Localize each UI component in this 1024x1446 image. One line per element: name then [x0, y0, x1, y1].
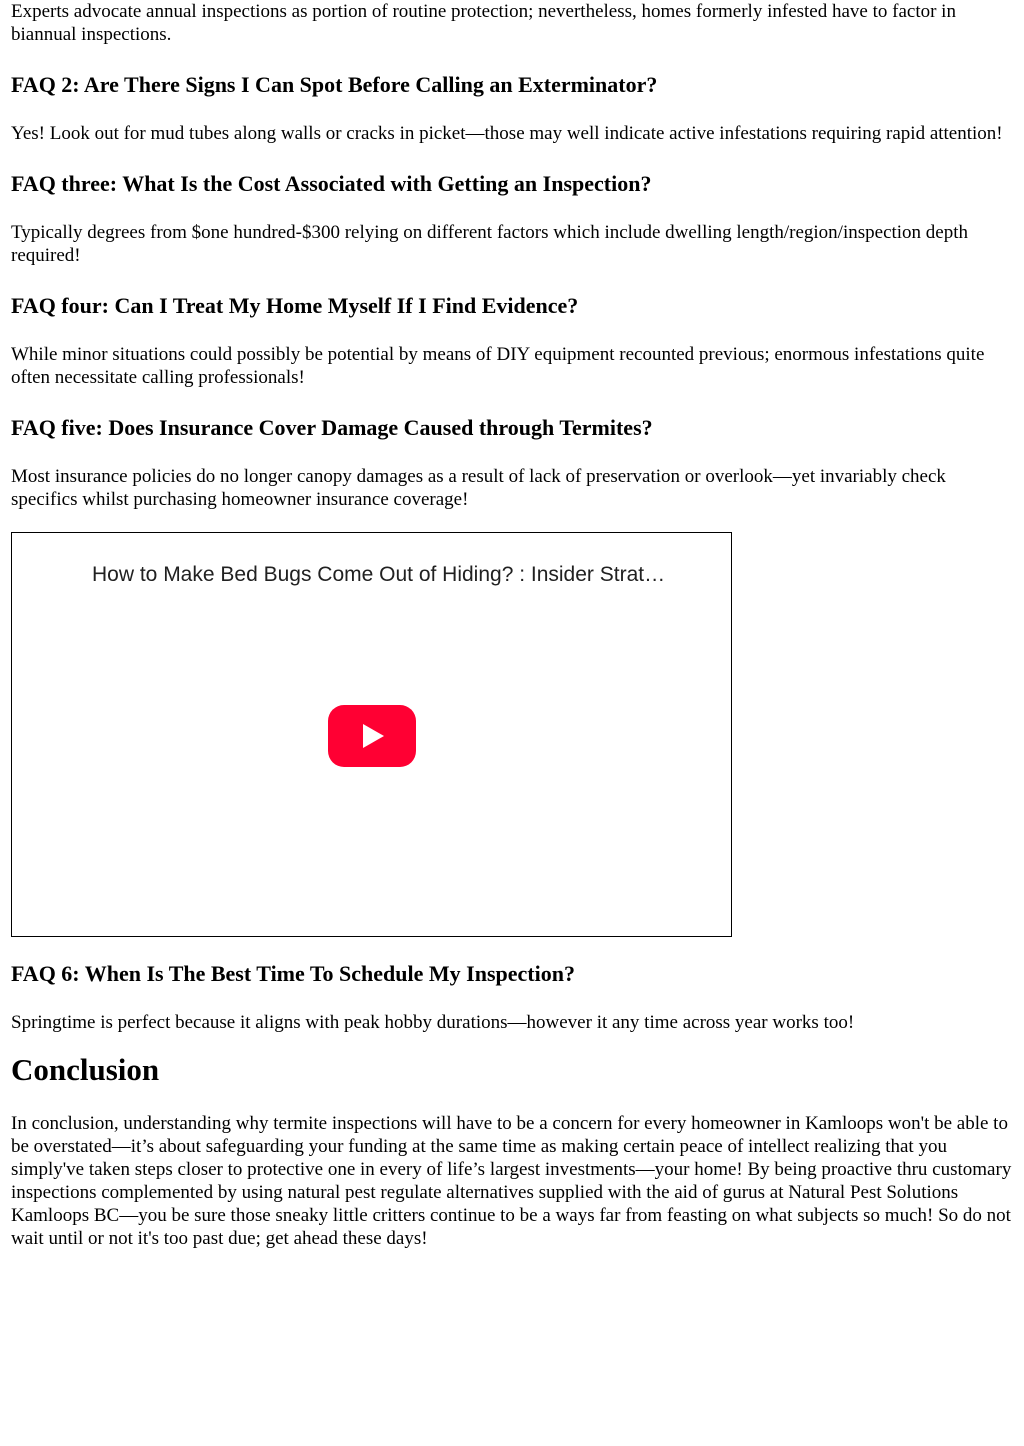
faq-6-question: FAQ 6: When Is The Best Time To Schedule My Inspection?: [11, 961, 575, 986]
embedded-video-player[interactable]: [11, 532, 732, 937]
faq-2-answer: Yes! Look out for mud tubes along walls or cracks in picket—those may well indicate active infestations requiring rapid attention!: [11, 123, 1003, 144]
faq-5-answer: Most insurance policies do no longer canopy damages as a result of lack of preservation or overlook—yet invariably check specifics whilst purchasing homeowner insurance coverage!: [11, 466, 946, 510]
faq-6-answer: Springtime is perfect because it aligns with peak hobby durations—however it any time across year works too!: [11, 1012, 855, 1033]
faq-2-question: FAQ 2: Are There Signs I Can Spot Before Calling an Exterminator?: [11, 72, 658, 97]
conclusion-heading: Conclusion: [11, 1052, 160, 1087]
conclusion-paragraph: In conclusion, understanding why termite inspections will have to be a concern for every homeowner in Kamloops won't be able to be overstated—it’s about safeguarding your funding at the same time as making certain peace of intellect realizing that you simply've taken steps closer to protective one in every of life’s largest investments—your home! By being proactive thru customary inspections complemented by using natural pest regulate alternatives supplied with the aid of gurus at Natural Pest Solutions Kamloops BC—you be sure those sneaky little critters continue to be a ways far from feasting on what subjects so much! So do not wait until or not it's too past due; get ahead these days!: [11, 1113, 1012, 1249]
intro-paragraph: Experts advocate annual inspections as portion of routine protection; nevertheless, homes formerly infested have to factor in biannual inspections.: [11, 1, 956, 45]
video-title[interactable]: How to Make Bed Bugs Come Out of Hiding? : Insider Strat…: [92, 563, 666, 586]
faq-4-answer: While minor situations could possibly be potential by means of DIY equipment recounted previous; enormous infestations quite often necessitate calling professionals!: [11, 344, 985, 388]
faq-3-answer: Typically degrees from $one hundred-$300 relying on different factors which include dwelling length/region/inspection depth required!: [11, 222, 969, 266]
faq-4-question: FAQ four: Can I Treat My Home Myself If I Find Evidence?: [11, 293, 579, 318]
faq-5-question: FAQ five: Does Insurance Cover Damage Caused through Termites?: [11, 415, 653, 440]
youtube-play-icon[interactable]: [328, 705, 416, 767]
faq-3-question: FAQ three: What Is the Cost Associated with Getting an Inspection?: [11, 171, 652, 196]
